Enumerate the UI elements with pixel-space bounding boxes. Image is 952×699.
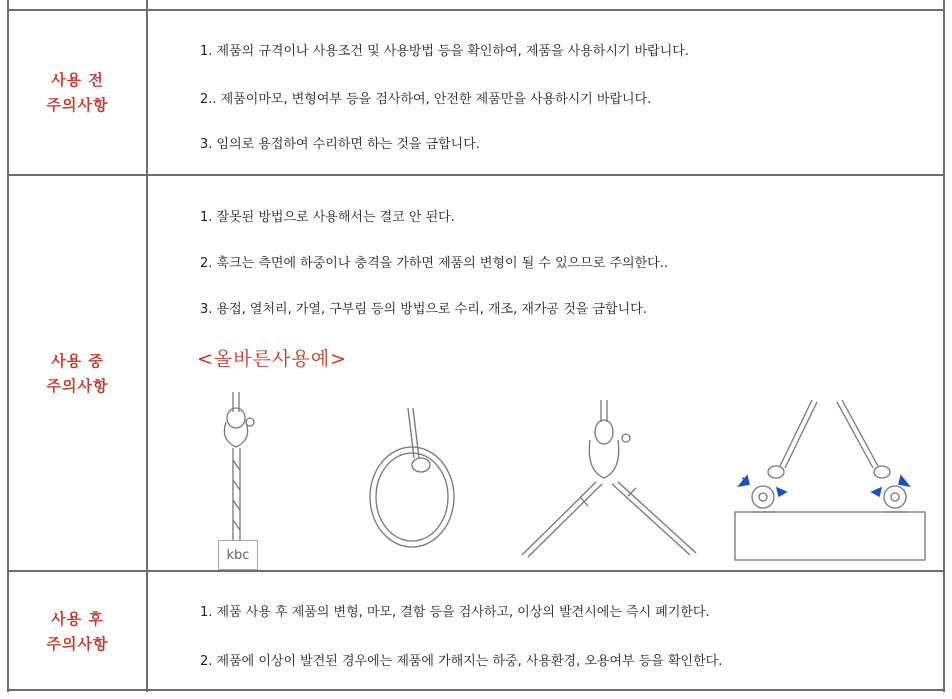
shackle-two-leg-illustration (522, 400, 696, 557)
label-line: 사용 전 (51, 71, 104, 89)
instruction-line: 3. 임의로 용접하여 수리하면 하는 것을 금합니다. (200, 137, 480, 152)
label-line: 주의사항 (46, 635, 109, 653)
label-line: 사용 후 (51, 610, 104, 628)
label-line: 사용 중 (51, 352, 104, 370)
after-use-label (9, 607, 146, 657)
label-line: 주의사항 (46, 96, 109, 114)
instruction-line: 2. 제품에 이상이 발견된 경우에는 제품에 가해지는 하중, 사용환경, 오용여부 등을 확인한다. (200, 654, 723, 669)
kbc-tag: kbc (218, 540, 258, 570)
instruction-line: 2.. 제품이마모, 변형여부 등을 검사하여, 안전한 제품만을 사용하시기 바랍니다. (200, 92, 652, 107)
correct-usage-heading: <올바른사용예> (197, 348, 347, 370)
instruction-line: 1. 제품 사용 후 제품의 변형, 마모, 결함 등을 검사하고, 이상의 발견시에는 즉시 폐기한다. (200, 605, 710, 620)
instruction-line: 3. 용접, 열처리, 가열, 구부림 등의 방법으로 수리, 개조, 재가공 것을 금합니다. (200, 302, 647, 317)
instruction-line: 1. 제품의 규격이나 사용조건 및 사용방법 등을 확인하여, 제품을 사용하시기 바랍니다. (200, 44, 689, 59)
label-line: 주의사항 (46, 377, 109, 395)
shackle-vertical-illustration (224, 392, 254, 540)
instruction-line: 1. 잘못된 방법으로 사용해서는 결코 안 된다. (200, 210, 455, 225)
instruction-line: 2. 훅크는 측면에 하중이나 충격을 가하면 제품의 변형이 될 수 있으므로 주의한다.. (200, 256, 668, 271)
wire-loop-illustration (370, 408, 454, 547)
load-block-illustration (735, 400, 925, 560)
